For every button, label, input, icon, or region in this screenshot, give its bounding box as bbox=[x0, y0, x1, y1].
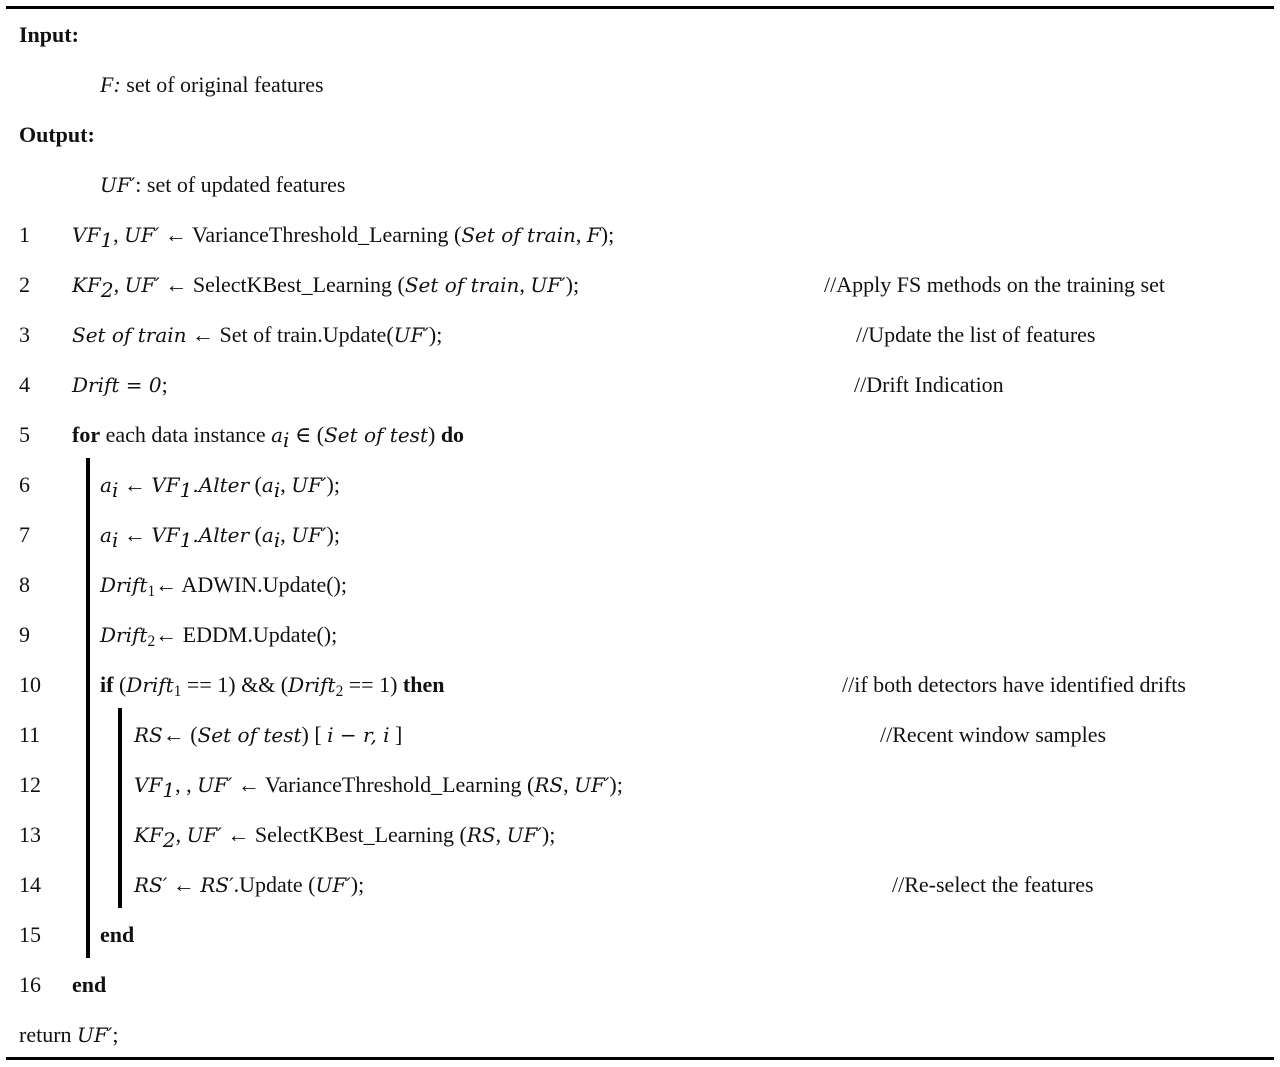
line-code bbox=[100, 910, 134, 960]
input-line bbox=[0, 10, 1280, 60]
line-code: $a_i$ ← $VF_1.Alter$ ($a_i$, UF′); bbox=[100, 522, 340, 552]
line-code: $a_i$ ← $VF_1.Alter$ ($a_i$, UF′); bbox=[100, 472, 340, 502]
input-var: F: bbox=[100, 72, 121, 97]
top-rule bbox=[6, 6, 1274, 9]
line-code: Drift$_2$← EDDM.Update(); bbox=[100, 622, 338, 650]
bottom-rule bbox=[6, 1057, 1274, 1060]
line-number: 12 bbox=[19, 772, 41, 797]
keyword-if: if bbox=[100, 672, 114, 697]
line-code: Drift$_1$← ADWIN.Update(); bbox=[100, 572, 347, 600]
keyword-end: end bbox=[72, 972, 107, 997]
line-comment: //Recent window samples bbox=[880, 722, 1107, 747]
output-desc: : set of updated features bbox=[135, 172, 346, 197]
line-number: 9 bbox=[19, 622, 30, 647]
keyword-end: end bbox=[100, 922, 135, 947]
algo-line-6 bbox=[0, 460, 1280, 510]
output-label: Output: bbox=[19, 122, 95, 147]
input-label: Input: bbox=[19, 22, 79, 47]
algo-line-8 bbox=[0, 560, 1280, 610]
line-code: $VF_1$, , UF′ ← VarianceThreshold_Learning (RS, UF′); bbox=[134, 772, 623, 802]
line-code: $KF_2$, UF′ ← SelectKBest_Learning (RS, UF′); bbox=[134, 822, 556, 852]
algo-line-14 bbox=[0, 860, 1280, 910]
line-number: 5 bbox=[19, 422, 30, 447]
algo-line-10 bbox=[0, 660, 1280, 710]
line-comment: //Apply FS methods on the training set bbox=[824, 272, 1165, 297]
line-number: 11 bbox=[19, 722, 41, 747]
for-loop-scope-bar bbox=[86, 458, 90, 958]
line-number: 15 bbox=[19, 922, 41, 947]
line-code: if (Drift$_1$ == 1) && (Drift$_2$ == 1) then bbox=[100, 672, 445, 700]
line-number: 2 bbox=[19, 272, 30, 297]
line-comment: //Re-select the features bbox=[892, 872, 1094, 897]
output-line bbox=[0, 110, 1280, 160]
return-statement: return UF′; bbox=[19, 1022, 119, 1047]
algo-line-2 bbox=[0, 260, 1280, 310]
algo-line-12 bbox=[0, 760, 1280, 810]
line-code: Set of train ← Set of train.Update(UF′); bbox=[72, 322, 443, 347]
algo-line-3 bbox=[0, 310, 1280, 360]
output-desc-line bbox=[0, 160, 1280, 210]
line-number: 10 bbox=[19, 672, 41, 697]
line-code: $VF_1$, UF′ ← VarianceThreshold_Learning (Set of train, F); bbox=[72, 222, 615, 252]
keyword-then: then bbox=[402, 672, 445, 697]
line-number: 13 bbox=[19, 822, 41, 847]
return-line bbox=[0, 1010, 1280, 1060]
algo-line-4 bbox=[0, 360, 1280, 410]
line-number: 4 bbox=[19, 372, 30, 397]
algo-line-13 bbox=[0, 810, 1280, 860]
line-code bbox=[72, 960, 106, 1010]
algo-line-11 bbox=[0, 710, 1280, 760]
line-number: 8 bbox=[19, 572, 30, 597]
line-code: Drift = 0; bbox=[72, 372, 168, 397]
line-comment: //Drift Indication bbox=[854, 372, 1004, 397]
algo-line-16 bbox=[0, 960, 1280, 1010]
input-desc: set of original features bbox=[120, 72, 324, 97]
line-number: 3 bbox=[19, 322, 30, 347]
algo-line-15 bbox=[0, 910, 1280, 960]
algo-line-9 bbox=[0, 610, 1280, 660]
input-desc-line bbox=[0, 60, 1280, 110]
line-code: $KF_2$, UF′ ← SelectKBest_Learning (Set of train, UF′); bbox=[72, 272, 580, 302]
if-block-scope-bar bbox=[118, 708, 122, 908]
line-code: RS′ ← RS′.Update (UF′); bbox=[134, 872, 365, 897]
line-number: 1 bbox=[19, 222, 30, 247]
algo-line-1 bbox=[0, 210, 1280, 260]
line-number: 14 bbox=[19, 872, 41, 897]
line-number: 7 bbox=[19, 522, 30, 547]
keyword-do: do bbox=[440, 422, 465, 447]
line-code: for each data instance $a_i$ ∈ (Set of test) do bbox=[72, 422, 465, 452]
line-number: 16 bbox=[19, 972, 41, 997]
keyword-for: for bbox=[72, 422, 101, 447]
line-comment: //Update the list of features bbox=[856, 322, 1096, 347]
line-comment: //if both detectors have identified drifts bbox=[842, 672, 1186, 697]
line-code: RS← (Set of test) [ i − r, i ] bbox=[134, 722, 403, 747]
algo-line-7 bbox=[0, 510, 1280, 560]
algo-line-5 bbox=[0, 410, 1280, 460]
output-var: UF′ bbox=[100, 173, 136, 197]
line-number: 6 bbox=[19, 472, 30, 497]
